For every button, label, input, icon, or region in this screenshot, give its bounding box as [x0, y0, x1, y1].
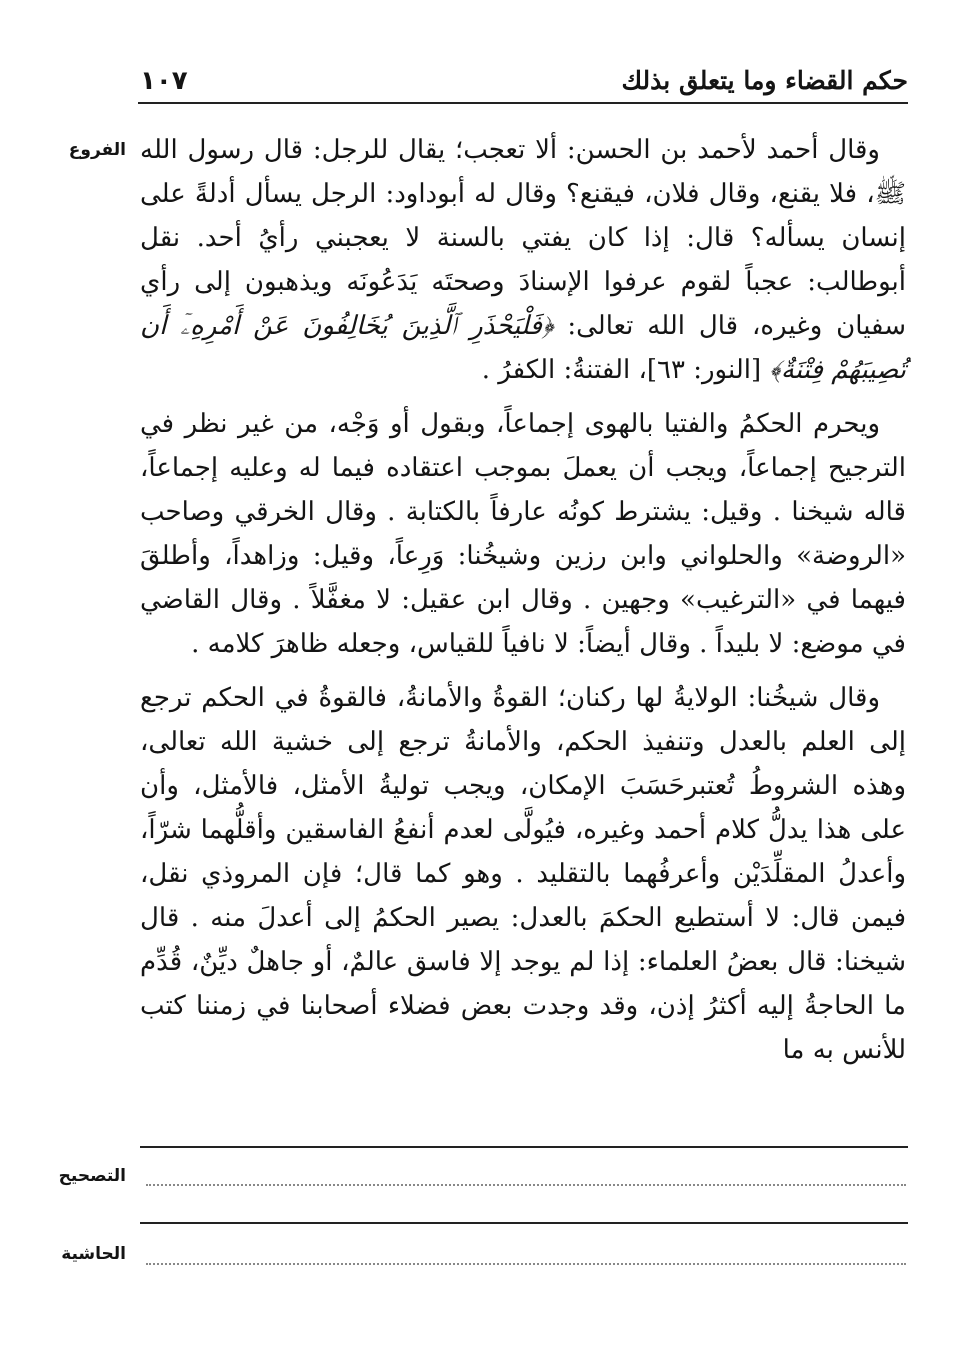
margin-note-label: الحاشية [61, 1244, 126, 1264]
p1-line-1: وقال أحمد لأحمد بن الحسن: ألا تعجب؛ يقال للرجل: قال رسول الله [140, 135, 880, 165]
p3-line-2: إلى العلم بالعدل وتنفيذ الحكم، والأمانةُ ترجع إلى خشية الله تعالى، وهذه [140, 727, 907, 801]
margin-note-entry-line[interactable] [146, 1263, 906, 1265]
correction-entry-line[interactable] [146, 1184, 906, 1186]
quran-verse: ﴿فَلْيَحْذَرِ ٱلَّذِينَ يُخَالِفُونَ عَنْ أَمْرِهِۦٓ أَن تُصِيبَهُمْ فِتْنَةٌ﴾ [140, 311, 906, 385]
paragraph-3 [140, 676, 906, 1072]
paragraph-2 [140, 402, 906, 666]
main-text [140, 128, 906, 1082]
p3-line-6: لا أستطيع الحكمَ بالعدل: يصير الحكمُ إلى أعدلَ منه . قال شيخنا: قال [140, 903, 907, 977]
p3-line-3: الشروطُ تُعتبرحَسَبَ الإمكان، ويجب توليةُ الأمثل، فالأمثل، وأن على هذا [140, 771, 907, 845]
verse-reference: [النور: ٦٣]، الفتنةُ: الكفرُ . [481, 355, 762, 385]
p1-line-2: ﷺ، فلا يقنع، وقال فلان، فيقنع؟ وقال له أبوداود: الرجل يسأل أدلةً على [140, 179, 906, 209]
page-number: ١٠٧ [140, 66, 188, 96]
p2-line-2: الترجيح إجماعاً، ويجب أن يعملَ بموجب اعتقاده فيما له وعليه إجماعاً، [140, 453, 906, 483]
p3-line-5: المقلِّدَيْن وأعرفُهما بالتقليد . وهو كما قال؛ فإن المروذي نقل، فيمن قال: [140, 859, 906, 933]
footer-rule-top [140, 1146, 908, 1148]
section-label: الفروع [68, 140, 126, 160]
correction-label: التصحيح [58, 1166, 126, 1186]
p3-line-7: بعضُ العلماء: إذا لم يوجد إلا فاسق عالمٌ، أو جاهلٌ ديِّنٌ، قُدِّم ما الحاجةُ [140, 947, 906, 1021]
paragraph-1 [140, 128, 906, 392]
footer-rule-middle [140, 1222, 908, 1224]
p2-line-1: ويحرم الحكمُ والفتيا بالهوى إجماعاً، وبقول أو وَجْه، من غير نظر في [140, 409, 880, 439]
p1-line-3: إنسان يسأله؟ قال: إذا كان يفتي بالسنة لا يعجبني رأيُ أحد. نقل أبوطالب: [140, 223, 906, 297]
verse-intro: قال الله تعالى: [567, 311, 739, 341]
running-title: حكم القضاء وما يتعلق بذلك [621, 66, 908, 95]
p1-line-4: عجباً لقوم عرفوا الإسنادَ وصحتَه يَدَعُونَه ويذهبون إلى رأي سفيان وغيره، [140, 267, 906, 341]
p3-line-1: وقال شيخُنا: الولايةُ لها ركنان؛ القوةُ والأمانةُ، فالقوةُ في الحكم ترجع [140, 683, 880, 713]
p3-line-8: إليه أكثرُ إذن، وقد وجدت بعض فضلاء أصحابنا في زمننا كتب للأنس به ما [140, 991, 906, 1065]
p2-line-5: فيهما في «الترغيب» وجهين . وقال ابن عقيل: لا مغفَّلاً . وقال القاضي في [140, 585, 906, 659]
p2-line-3: قاله شيخنا . وقيل: يشترط كونُه عارفاً بالكتابة . وقال الخرقي وصاحب [140, 497, 906, 527]
page-header [138, 56, 908, 104]
p2-line-6: موضع: لا بليداً . وقال أيضاً: لا نافياً للقياس، وجعله ظاهرَ كلامه . [191, 629, 864, 659]
p2-line-4: «الروضة» والحلواني وابن رزين وشيخُنا: وَرِعاً، وقيل: وزاهداً، وأطلقَ [140, 541, 906, 571]
p3-line-4: يدلُّ كلام أحمد وغيره، فيُولَّى لعدم أنفعُ الفاسقين وأقلُّهما شرّاً، وأعدلُ [140, 815, 907, 889]
